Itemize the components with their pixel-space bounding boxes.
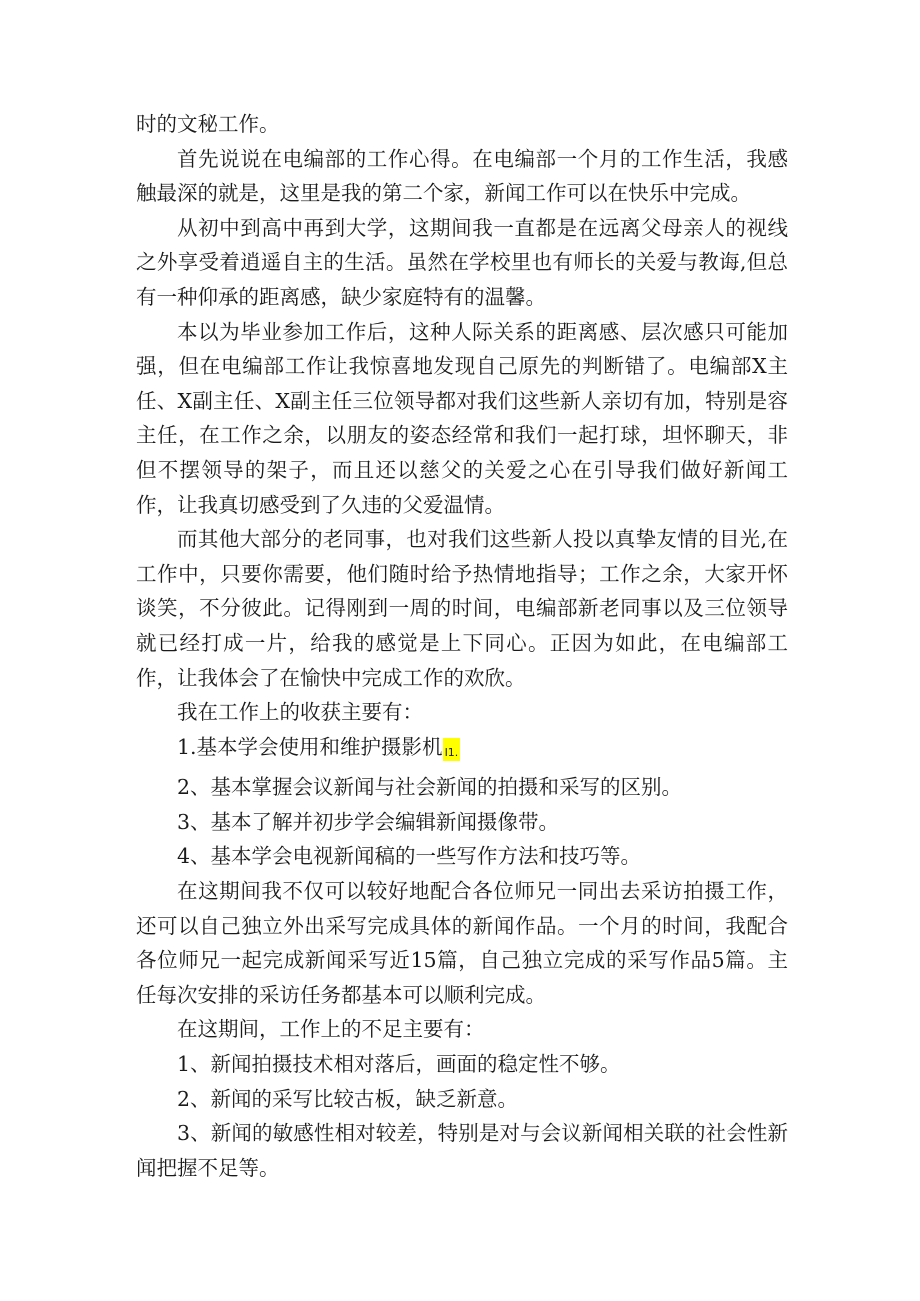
gain-item-4: 4、基本学会电视新闻稿的一些写作方法和技巧等。 (177, 844, 642, 869)
shortcoming-item-3: 3、新闻的敏感性相对较差，特别是对与会议新闻相关联的社会性新闻把握不足等。 (136, 1121, 788, 1180)
gain-item-1-text: 1.基本学会使用和维护摄影机 (177, 734, 443, 759)
highlight-marker: I1. (443, 738, 461, 761)
gains-intro: 我在工作上的收获主要有： (177, 700, 423, 725)
paragraph-continuation: 时的文秘工作。 (136, 112, 280, 136)
paragraph-work-experience: 首先说说在电编部的工作心得。在电编部一个月的工作生活，我感触最深的就是，这里是我的第二个家，新闻工作可以在快乐中完成。 (136, 146, 788, 206)
paragraph-school-life: 从初中到高中再到大学，这期间我一直都是在远离父母亲人的视线之外享受着逍遥自主的生活。虽然在学校里也有师长的关爱与教诲,但总有一种仰承的距离感，缺少家庭特有的温馨。 (136, 215, 788, 309)
shortcoming-item-2: 2、新闻的采写比较古板，缺乏新意。 (177, 1086, 519, 1111)
shortcoming-item-1: 1、新闻拍摄技术相对落后，画面的稳定性不够。 (177, 1052, 621, 1077)
paragraph-achievements: 在这期间我不仅可以较好地配合各位师兄一同出去采访拍摄工作，还可以自己独立外出采写完成具体的新闻作品。一个月的时间，我配合各位师兄一起完成新闻采写近15篇，自己独立完成的采写作品5篇。主任每次安排的采访任务都基本可以顺利完成。 (136, 879, 788, 1007)
paragraph-colleagues: 而其他大部分的老同事，也对我们这些新人投以真挚友情的目光,在工作中，只要你需要，他们随时给予热情地指导；工作之余，大家开怀谈笑，不分彼此。记得刚到一周的时间，电编部新老同事以及三位领导就已经打成一片，给我的感觉是上下同心。正因为如此，在电编部工作，让我体会了在愉快中完成工作的欢欣。 (136, 527, 788, 690)
gain-item-2: 2、基本掌握会议新闻与社会新闻的拍摄和采写的区别。 (177, 775, 683, 800)
document-body (136, 107, 788, 1185)
gain-item-1 (136, 730, 788, 771)
paragraph-leaders: 本以为毕业参加工作后，这种人际关系的距离感、层次感只可能加强，但在电编部工作让我惊喜地发现自己原先的判断错了。电编部X主任、X副主任、X副主任三位领导都对我们这些新人亲切有加，特别是容主任，在工作之余，以朋友的姿态经常和我们一起打球，坦怀聊天，非但不摆领导的架子，而且还以慈父的关爱之心在引导我们做好新闻工作，让我真切感受到了久违的父爱温情。 (136, 319, 788, 517)
shortcomings-intro: 在这期间，工作上的不足主要有： (177, 1017, 485, 1042)
gain-item-3: 3、基本了解并初步学会编辑新闻摄像带。 (177, 809, 560, 834)
